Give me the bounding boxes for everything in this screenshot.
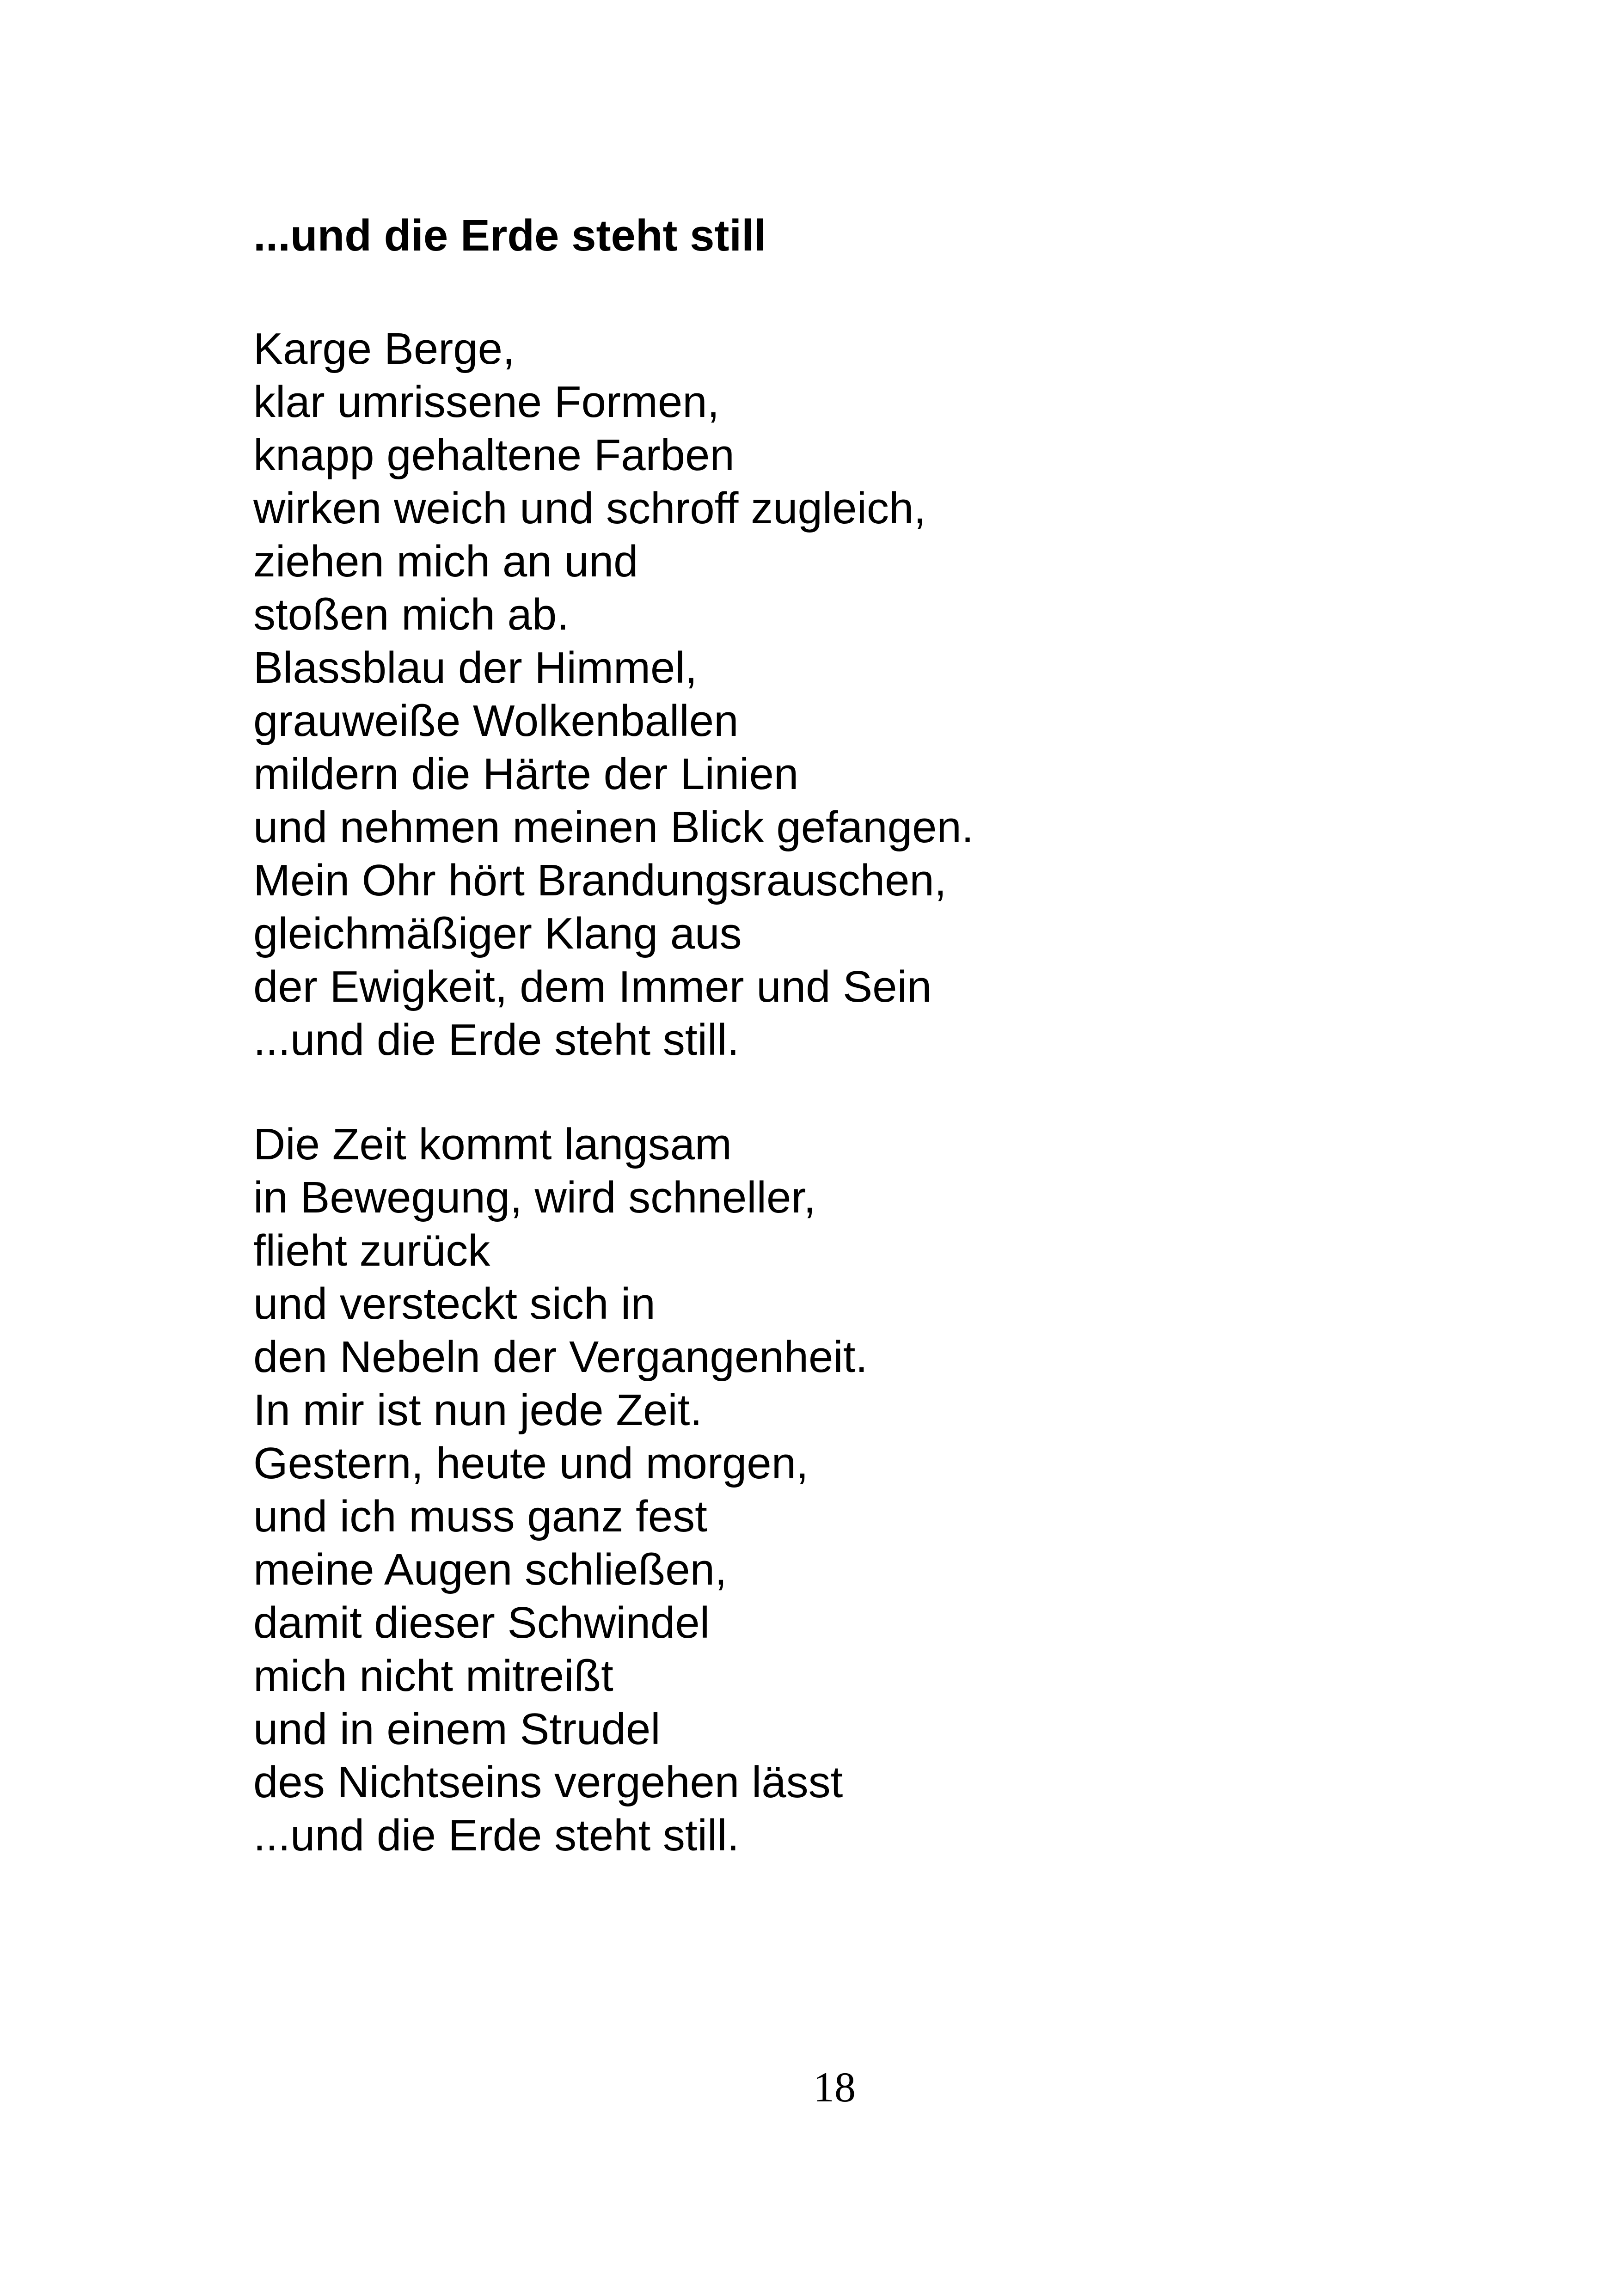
- verse-line: in Bewegung, wird schneller,: [253, 1173, 816, 1222]
- verse-line: meine Augen schließen,: [253, 1545, 727, 1594]
- poem-title: ...und die Erde steht still: [253, 211, 766, 260]
- verse-line: den Nebeln der Vergangenheit.: [253, 1332, 868, 1382]
- verse-line: gleichmäßiger Klang aus: [253, 909, 742, 958]
- verse-line: ...und die Erde steht still.: [253, 1015, 740, 1065]
- stanza-1: [253, 322, 974, 1066]
- verse-line: Gestern, heute und morgen,: [253, 1439, 809, 1488]
- verse-line: ziehen mich an und: [253, 537, 638, 586]
- verse-line: wirken weich und schroff zugleich,: [253, 484, 926, 533]
- verse-line: und ich muss ganz fest: [253, 1492, 707, 1541]
- verse-line: flieht zurück: [253, 1226, 490, 1275]
- verse-line: und versteckt sich in: [253, 1279, 656, 1329]
- verse-line: Mein Ohr hört Brandungsrauschen,: [253, 856, 947, 905]
- verse-line: und nehmen meinen Blick gefangen.: [253, 802, 974, 852]
- verse-line: klar umrissene Formen,: [253, 377, 720, 427]
- verse-line: Blassblau der Himmel,: [253, 643, 698, 692]
- stanza-2: [253, 1118, 868, 1862]
- verse-line: ...und die Erde steht still.: [253, 1811, 740, 1860]
- verse-line: knapp gehaltene Farben: [253, 430, 735, 480]
- verse-line: des Nichtseins vergehen lässt: [253, 1757, 843, 1807]
- verse-line: und in einem Strudel: [253, 1704, 661, 1754]
- verse-line: In mir ist nun jede Zeit.: [253, 1385, 703, 1435]
- verse-line: Die Zeit kommt langsam: [253, 1120, 732, 1169]
- verse-line: mich nicht mitreißt: [253, 1651, 613, 1701]
- verse-line: der Ewigkeit, dem Immer und Sein: [253, 962, 932, 1011]
- page-number: 18: [813, 2063, 856, 2111]
- verse-line: stoßen mich ab.: [253, 590, 569, 639]
- verse-line: mildern die Härte der Linien: [253, 749, 799, 799]
- verse-line: damit dieser Schwindel: [253, 1598, 710, 1647]
- verse-line: grauweiße Wolkenballen: [253, 696, 739, 746]
- verse-line: Karge Berge,: [253, 324, 515, 373]
